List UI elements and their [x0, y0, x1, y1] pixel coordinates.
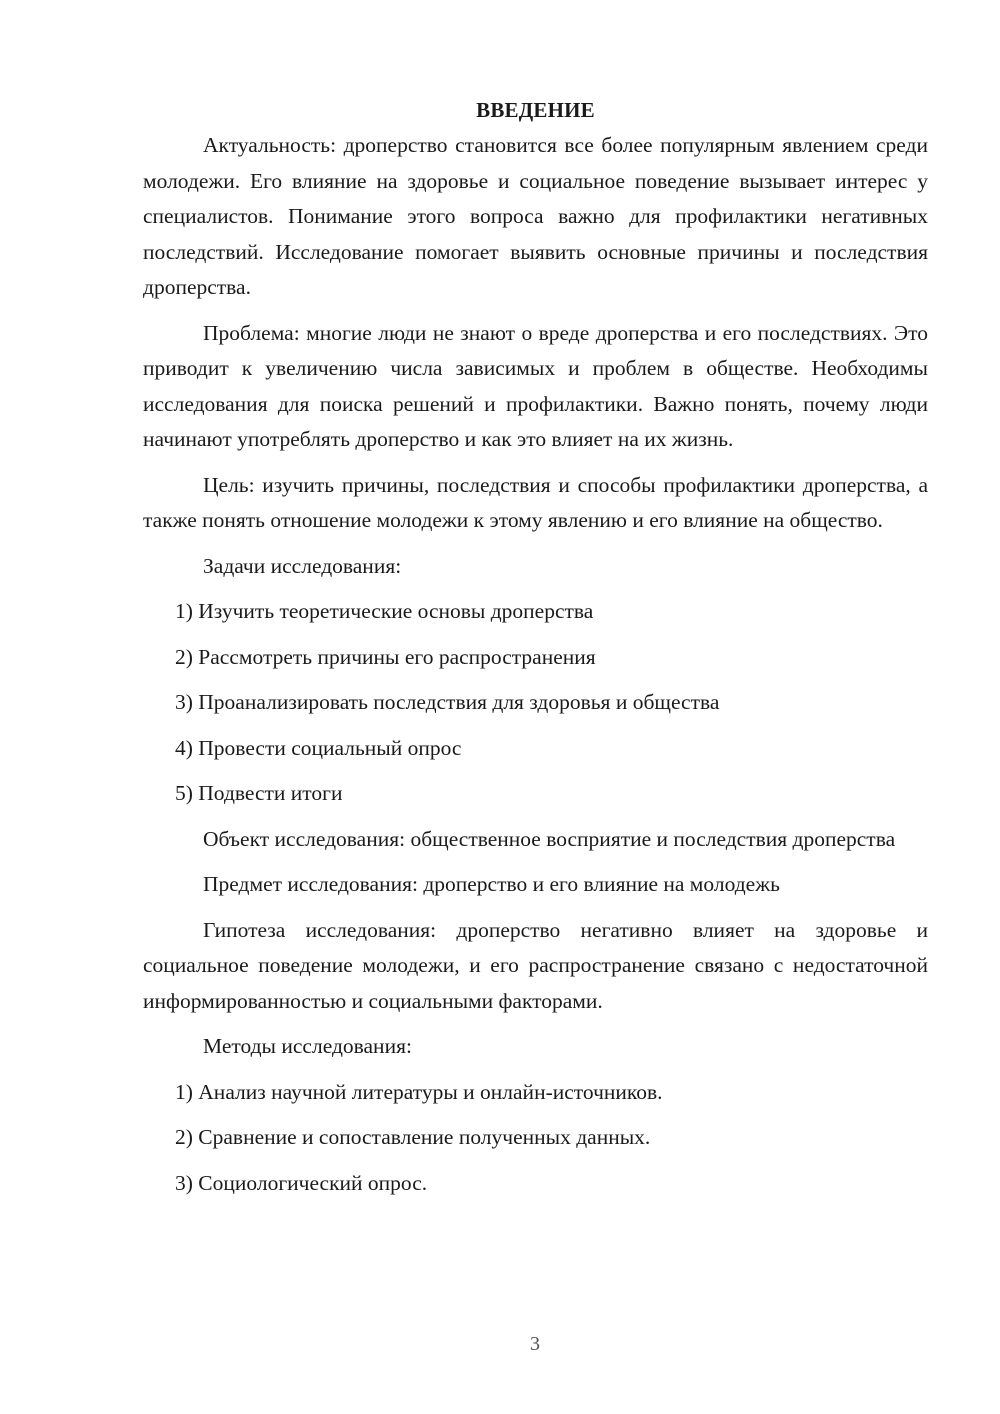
document-page: [143, 92, 928, 1211]
methods-heading: Методы исследования:: [203, 1034, 412, 1058]
list-item: 1) Изучить теоретические основы дроперства: [175, 599, 594, 623]
list-item: 2) Сравнение и сопоставление полученных данных.: [175, 1125, 651, 1149]
list-item: 5) Подвести итоги: [175, 781, 343, 805]
paragraph-problem: Проблема: многие люди не знают о вреде дроперства и его последствиях. Это приводит к увеличению числа зависимых и проблем в обществе. Необходимы исследования для поиска решений и профилактики. Важно понять, почему люди начинают употреблять дроперство и как это влияет на их жизнь.: [143, 320, 928, 451]
list-item: 3) Социологический опрос.: [175, 1170, 428, 1195]
tasks-list: [143, 594, 928, 812]
methods-list: [143, 1075, 928, 1202]
tasks-heading: Задачи исследования:: [203, 553, 402, 578]
page-title: ВВЕДЕНИЕ: [476, 98, 595, 122]
list-item: 1) Анализ научной литературы и онлайн-источников.: [175, 1079, 663, 1104]
paragraph-object: Объект исследования: общественное восприятие и последствия дроперства: [203, 826, 896, 851]
paragraph-goal: Цель: изучить причины, последствия и способы профилактики дроперства, а также понять отношение молодежи к этому явлению и его влияние на общество.: [143, 472, 928, 532]
list-item: 2) Рассмотреть причины его распространения: [175, 644, 596, 669]
paragraph-hypothesis: Гипотеза исследования: дроперство негативно влияет на здоровье и социальное поведение молодежи, и его распространение связано с недостаточной информированностью и социальными факторами.: [143, 917, 928, 1013]
list-item: 4) Провести социальный опрос: [175, 735, 462, 760]
page-number: 3: [530, 1333, 540, 1355]
paragraph-relevance: Актуальность: дроперство становится все более популярным явлением среди молодежи. Его влияние на здоровье и социальное поведение вызывает интерес у специалистов. Понимание этого вопроса важно для профилактики негативных последствий. Исследование помогает выявить основные причины и последствия дроперства.: [143, 133, 928, 299]
paragraph-subject: Предмет исследования: дроперство и его влияние на молодежь: [203, 872, 780, 896]
list-item: 3) Проанализировать последствия для здоровья и общества: [175, 690, 720, 714]
